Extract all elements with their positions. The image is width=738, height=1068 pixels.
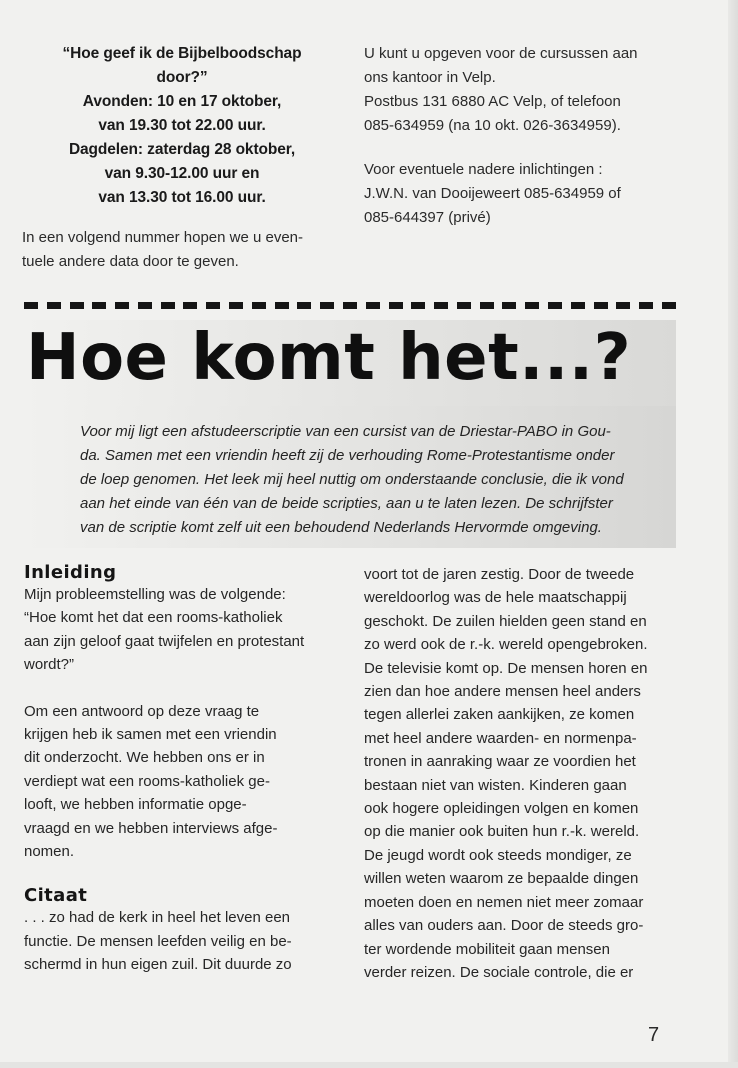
body-line: bestaan niet van wisten. Kinderen gaan	[364, 776, 627, 794]
info-line: J.W.N. van Dooijeweert 085-634959 of	[364, 185, 621, 202]
body-line: ook hogere opleidingen volgen en komen	[364, 800, 639, 818]
divider-dash	[252, 302, 266, 309]
divider-dash	[297, 302, 311, 309]
divider-dash	[161, 302, 175, 309]
body-line: vraagd en we hebben interviews afge-	[24, 819, 278, 837]
body-line: ter wordende mobiliteit gaan mensen	[364, 940, 610, 958]
body-line: krijgen heb ik samen met een vriendin	[24, 726, 277, 744]
body-column-left	[24, 563, 344, 977]
body-line: schermd in hun eigen zuil. Dit duurde zo	[24, 956, 292, 974]
divider-dash	[275, 302, 289, 309]
body-line: Mijn probleemstelling was de volgende:	[24, 586, 286, 603]
register-line: U kunt u opgeven voor de cursussen aan	[364, 45, 638, 62]
body-line: dit onderzocht. We hebben ons er in	[24, 749, 265, 767]
body-line: tegen allerlei zaken aankijken, ze komen	[364, 706, 635, 724]
body-line: wereldoorlog was de hele maatschappij	[364, 589, 627, 607]
divider-dash	[662, 302, 676, 309]
divider-dash	[183, 302, 197, 309]
divider-dash	[138, 302, 152, 309]
body-line: met heel andere waarden- en normenpa-	[364, 729, 637, 747]
intro-line: aan het einde van één van de beide scripties, aan u te laten lezen. De schrijfster	[80, 495, 613, 512]
note-line: tuele andere data door te geven.	[22, 253, 239, 270]
body-line: De jeugd wordt ook steeds mondiger, ze	[364, 846, 632, 864]
divider-dash	[525, 302, 539, 309]
body-line: aan zijn geloof gaat twijfelen en protestant	[24, 632, 305, 650]
register-line: Postbus 131 6880 AC Velp, of telefoon	[364, 93, 621, 110]
divider-dash	[206, 302, 220, 309]
divider-dash	[480, 302, 494, 309]
body-line: functie. De mensen leefden veilig en be-	[24, 932, 292, 950]
body-line: . . . zo had de kerk in heel het leven een	[24, 909, 291, 927]
body-line: nomen.	[24, 843, 75, 861]
body-line: alles van ouders aan. Door de steeds gro-	[364, 917, 644, 935]
intro-line: van de scriptie komt zelf uit een behoudend Nederlands Hervormde omgeving.	[80, 519, 602, 536]
divider-dash	[115, 302, 129, 309]
body-line: geschokt. De zuilen hielden geen stand en	[364, 612, 647, 630]
body-line: wordt?”	[24, 656, 75, 674]
body-line: willen weten waarom ze bepaalde dingen	[364, 870, 639, 888]
body-line: looft, we hebben informatie opge-	[24, 796, 247, 814]
register-line: 085-634959 (na 10 okt. 026-3634959).	[364, 117, 621, 134]
divider-dash	[411, 302, 425, 309]
article-title: Hoe komt het...?	[26, 321, 632, 395]
body-line: “Hoe komt het dat een rooms-katholiek	[24, 609, 283, 627]
divider-dash	[366, 302, 380, 309]
course-line: “Hoe geef ik de Bijbelboodschap	[62, 45, 302, 62]
body-line: op die manier ook buiten hun r.-k. wereld.	[364, 823, 640, 841]
info-line: 085-644397 (privé)	[364, 209, 491, 226]
divider-dash	[548, 302, 562, 309]
body-line: tronen in aanraking waar ze voordien het	[364, 753, 636, 771]
body-line: Om een antwoord op deze vraag te	[24, 702, 260, 720]
body-line: De televisie komt op. De mensen horen en	[364, 659, 648, 677]
intro-line: Voor mij ligt een afstudeerscriptie van een cursist van de Driestar-PABO in Gou-	[80, 423, 611, 440]
divider-dash	[616, 302, 630, 309]
page-edge-right	[728, 0, 738, 1068]
course-announcement	[22, 42, 342, 274]
divider-dash	[92, 302, 106, 309]
course-line: van 9.30-12.00 uur en	[104, 165, 260, 182]
note-line: In een volgend nummer hopen we u even-	[22, 229, 304, 246]
section-heading-inleiding: Inleiding	[24, 562, 117, 583]
divider-dash	[434, 302, 448, 309]
divider-dash	[457, 302, 471, 309]
page-edge-bottom	[0, 1062, 738, 1068]
info-line: Voor eventuele nadere inlichtingen :	[364, 161, 603, 178]
register-line: ons kantoor in Velp.	[364, 69, 496, 86]
course-line: Dagdelen: zaterdag 28 oktober,	[68, 141, 296, 158]
divider-dash	[594, 302, 608, 309]
body-line: zien dan hoe andere mensen heel anders	[364, 683, 641, 701]
course-line: Avonden: 10 en 17 oktober,	[82, 93, 282, 110]
body-line: zo werd ook de r.-k. wereld opengebroken.	[364, 636, 648, 654]
divider-dash	[24, 302, 38, 309]
dashed-divider	[24, 302, 676, 310]
divider-dash	[229, 302, 243, 309]
course-line: van 13.30 tot 16.00 uur.	[98, 189, 266, 206]
course-line: door?”	[156, 69, 208, 86]
contact-info	[364, 42, 704, 230]
section-heading-citaat: Citaat	[24, 885, 88, 907]
body-line: verder reizen. De sociale controle, die er	[364, 963, 634, 981]
divider-dash	[502, 302, 516, 309]
divider-dash	[343, 302, 357, 309]
future-dates-note	[22, 226, 342, 274]
divider-dash	[320, 302, 334, 309]
body-line: moeten doen en nemen niet meer zomaar	[364, 893, 644, 911]
divider-dash	[47, 302, 61, 309]
course-schedule	[22, 42, 342, 210]
body-line: voort tot de jaren zestig. Door de tweede	[364, 566, 635, 583]
course-line: van 19.30 tot 22.00 uur.	[98, 117, 266, 134]
intro-line: de loep genomen. Het leek mij heel nuttig om onderstaande conclusie, die ik vond	[80, 471, 624, 488]
body-line: verdiept wat een rooms-katholiek ge-	[24, 772, 270, 790]
intro-line: da. Samen met een vriendin heeft zij de verhouding Rome-Protestantisme onder	[80, 447, 615, 464]
divider-dash	[639, 302, 653, 309]
divider-dash	[571, 302, 585, 309]
divider-dash	[70, 302, 84, 309]
page-number: 7	[648, 1024, 660, 1046]
article-intro	[80, 420, 680, 540]
body-column-right	[364, 563, 704, 984]
divider-dash	[389, 302, 403, 309]
